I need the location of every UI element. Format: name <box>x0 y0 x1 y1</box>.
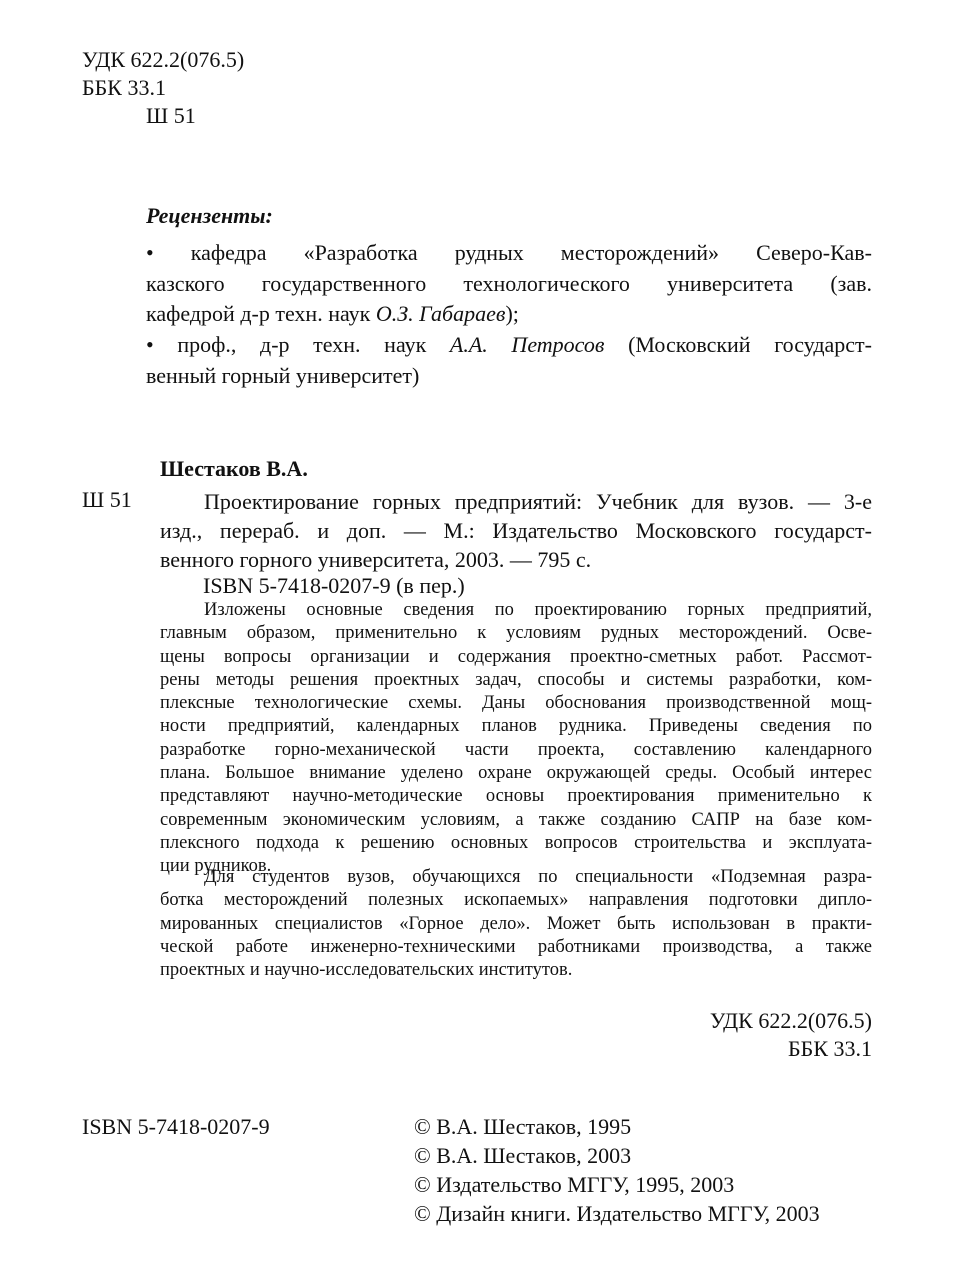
reviewer-2-line-2: венный горный университет) <box>146 362 420 388</box>
reviewer-1-name: О.З. Габараев <box>375 301 506 326</box>
reviewer-2-name: А.А. Петросов <box>449 332 605 357</box>
author-heading: Шестаков В.А. <box>160 456 308 481</box>
annotation-paragraph-2 <box>160 866 872 982</box>
reviewer-1-text-3: кафедрой д-р техн. наук <box>146 301 376 326</box>
annotation-line: разработке горно-механической части проекта, составлению календарного <box>160 739 872 760</box>
annotation-line: мированных специалистов «Горное дело». Может быть использован в практи- <box>160 913 872 934</box>
reviewers-heading: Рецензенты: <box>146 203 273 228</box>
copyright-line: © Издательство МГГУ, 1995, 2003 <box>414 1172 735 1197</box>
bib-line-2: изд., перераб. и доп. — М.: Издательство Московского государст- <box>160 518 872 543</box>
reviewer-1-line-1 <box>146 238 872 269</box>
annotation-line: проектных и научно-исследовательских институтов. <box>160 960 573 981</box>
udk-code-top: УДК 622.2(076.5) <box>82 47 245 72</box>
bbk-code-bottom: ББК 33.1 <box>788 1036 872 1061</box>
bib-line-1: Проектирование горных предприятий: Учебник для вузов. — 3-е <box>204 489 872 514</box>
annotation-line: Изложены основные сведения по проектированию горных предприятий, <box>204 600 872 620</box>
annotation-line: ческой работе инженерно-техническими работниками производства, а также <box>160 936 872 957</box>
annotation-line: ботка месторождений полезных ископаемых» направления подготовки дипло- <box>160 890 872 911</box>
annotation-line: плана. Большое внимание уделено охране окружающей среды. Особый интерес <box>160 763 872 784</box>
copyright-line: © В.А. Шестаков, 2003 <box>414 1143 632 1168</box>
reviewer-2-text-1: проф., д-р техн. наук <box>177 332 450 357</box>
reviewer-2-line-1 <box>146 330 872 361</box>
reviewer-1-line-2: казского государственного технологического университета (зав. <box>146 270 872 296</box>
reviewer-item-1 <box>146 238 872 330</box>
udk-code-bottom: УДК 622.2(076.5) <box>709 1008 872 1033</box>
annotation-line: рены методы решения проектных задач, способы и системы разработки, ком- <box>160 669 872 690</box>
bbk-code-top: ББК 33.1 <box>82 75 166 100</box>
copyright-line: © Дизайн книги. Издательство МГГУ, 2003 <box>414 1201 820 1226</box>
isbn-footer: ISBN 5-7418-0207-9 <box>82 1114 270 1139</box>
annotation-line: плексные технологические схемы. Даны обоснования производственной мощ- <box>160 693 872 714</box>
bib-line-3: венного горного университета, 2003. — 795 с. <box>160 547 592 572</box>
annotation-line: Для студентов вузов, обучающихся по специальности «Подземная разра- <box>204 867 872 887</box>
reviewer-item-2 <box>146 330 872 391</box>
author-sign-top: Ш 51 <box>146 103 196 128</box>
annotation-line: главным образом, применительно к условиям рудных месторождений. Осве- <box>160 623 872 644</box>
annotation-line: щены вопросы организации и содержания проектно-сметных работ. Рассмот- <box>160 646 872 667</box>
annotation-line: плексного подхода к решению основных вопросов строительства и эксплуата- <box>160 832 872 853</box>
isbn-record: ISBN 5-7418-0207-9 (в пер.) <box>203 573 465 598</box>
annotation-line: представляют научно-методические основы проектирования применительно к <box>160 786 872 807</box>
annotation-line: ности предприятий, календарных планов рудника. Приведены сведения по <box>160 716 872 737</box>
reviewer-1-text-1: кафедра «Разработка рудных месторождений» Северо-Кав- <box>190 240 872 265</box>
call-number: Ш 51 <box>82 487 132 512</box>
bibliographic-description <box>160 487 872 574</box>
annotation-paragraph-1 <box>160 599 872 879</box>
reviewer-1-text-3-end: ); <box>505 301 519 326</box>
annotation-line: современным экономическим условиям, а также созданию САПР на базе ком- <box>160 809 872 830</box>
reviewer-2-text-1-end: (Московский государст- <box>604 332 872 357</box>
bullet-icon: • <box>146 240 154 265</box>
copyright-line: © В.А. Шестаков, 1995 <box>414 1114 632 1139</box>
reviewer-1-line-3 <box>146 299 872 330</box>
annotation-line: ции рудников. <box>160 856 272 877</box>
bullet-icon: • <box>146 332 154 357</box>
